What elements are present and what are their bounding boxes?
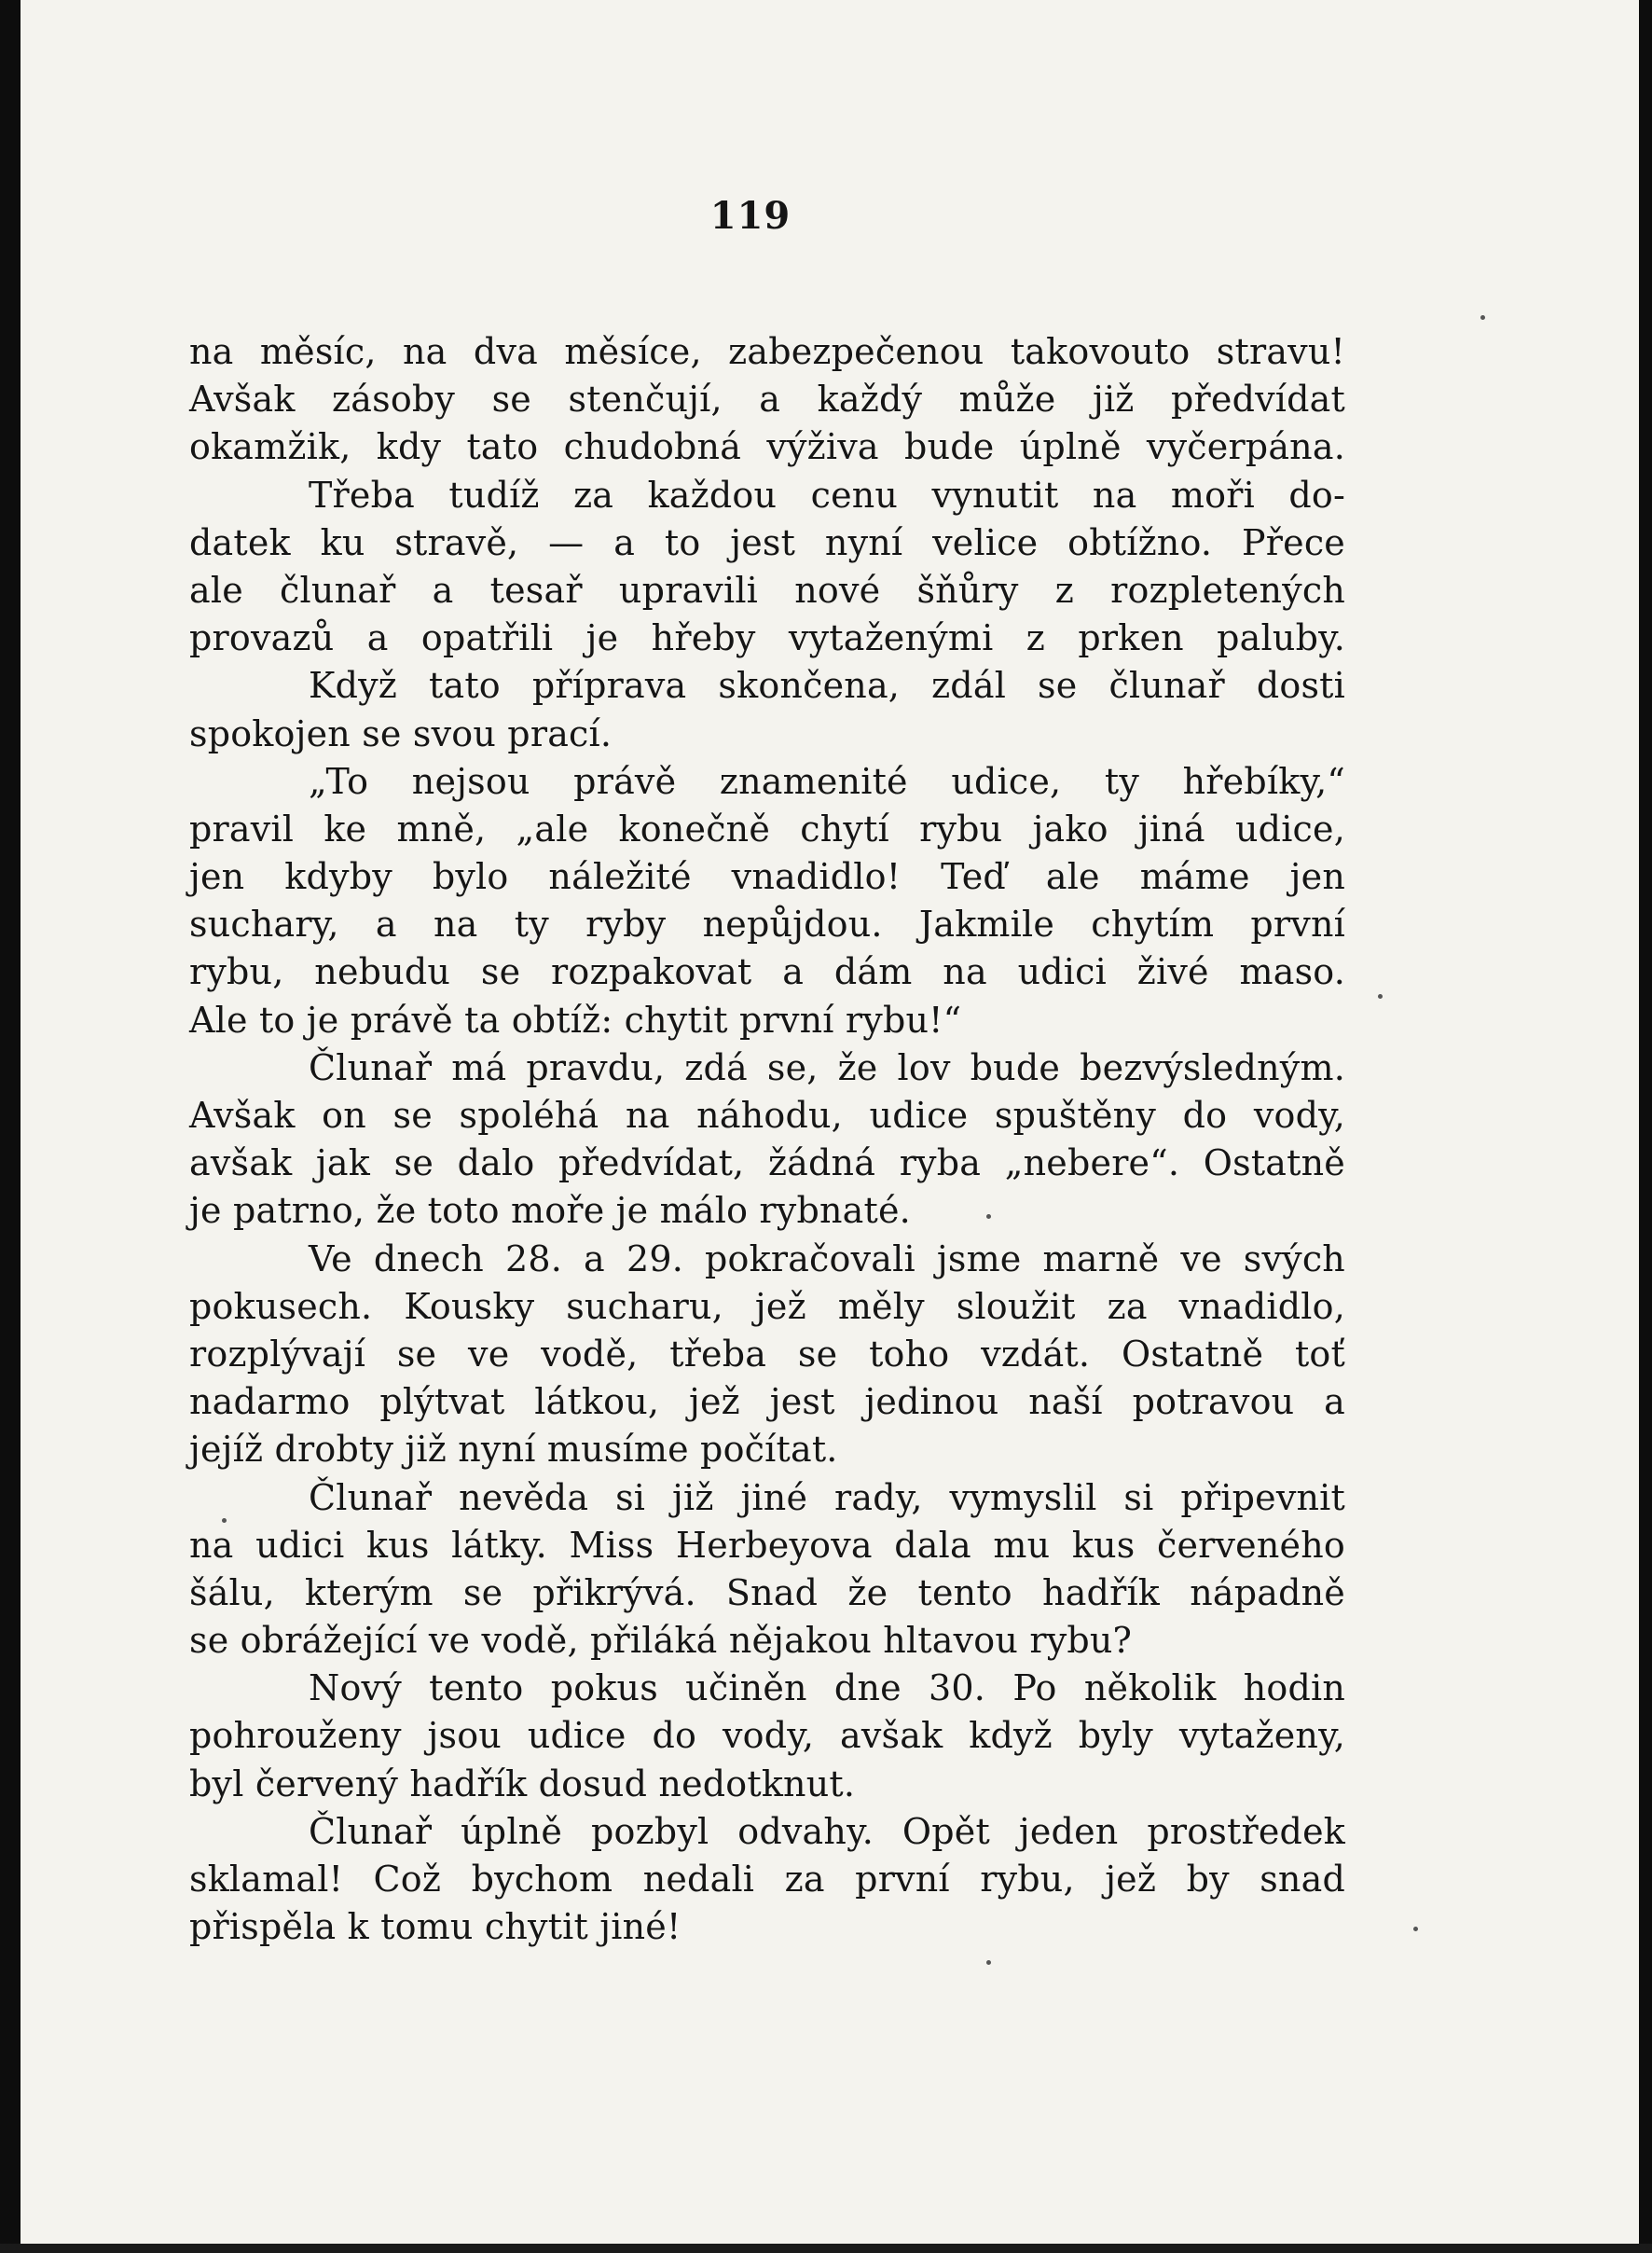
text-line: pohrouženy jsou udice do vody, avšak když byly vytaženy, — [189, 1715, 1345, 1757]
scan-edge-right — [1639, 0, 1652, 2253]
text-line: spokojen se svou prací. — [189, 712, 613, 754]
body-text — [189, 328, 1345, 1951]
text-line: se obrážející ve vodě, přiláká nějakou hltavou rybu? — [189, 1620, 1133, 1662]
text-line: Člunař úplně pozbyl odvahy. Opět jeden prostředek — [309, 1810, 1345, 1852]
text-line: Avšak on se spoléhá na náhodu, udice spuštěny do vody, — [189, 1095, 1345, 1136]
text-line: Člunař nevěda si již jiné rady, vymyslil si připevnit — [309, 1476, 1345, 1518]
text-line: rozplývají se ve vodě, třeba se toho vzdát. Ostatně toť — [189, 1333, 1345, 1375]
scan-edge-bottom — [0, 2244, 1652, 2253]
page-number: 119 — [709, 194, 792, 238]
text-line: pravil ke mně, „ale konečně chytí rybu jako jiná udice, — [189, 808, 1345, 850]
text-line: ale člunař a tesař upravili nové šňůry z rozpletených — [189, 569, 1345, 611]
text-line: Ale to je právě ta obtíž: chytit první rybu!“ — [189, 999, 962, 1041]
text-line: rybu, nebudu se rozpakovat a dám na udici živé maso. — [189, 951, 1345, 993]
text-line: šálu, kterým se přikrývá. Snad že tento hadřík nápadně — [189, 1571, 1345, 1613]
text-line: přispěla k tomu chytit jiné! — [189, 1906, 681, 1948]
text-line: Člunař má pravdu, zdá se, že lov bude bezvýsledným. — [309, 1046, 1345, 1088]
text-line: Když tato příprava skončena, zdál se člunař dosti — [309, 665, 1345, 707]
text-line: „To nejsou právě znamenité udice, ty hřebíky,“ — [309, 760, 1345, 802]
text-line: avšak jak se dalo předvídat, žádná ryba „nebere“. Ostatně — [189, 1142, 1345, 1184]
text-line: sklamal! Což bychom nedali za první rybu, jež by snad — [189, 1859, 1345, 1900]
text-line: nadarmo plýtvat látkou, jež jest jedinou naší potravou a — [189, 1381, 1345, 1423]
text-line: jejíž drobty již nyní musíme počítat. — [189, 1429, 838, 1471]
text-line: datek ku stravě, — a to jest nyní velice obtížno. Přece — [189, 521, 1345, 563]
scan-edge-left — [0, 0, 21, 2253]
paper-speck — [1480, 315, 1485, 320]
text-line: byl červený hadřík dosud nedotknut. — [189, 1762, 856, 1804]
text-line: na měsíc, na dva měsíce, zabezpečenou takovouto stravu! — [189, 331, 1345, 372]
text-line: Třeba tudíž za každou cenu vynutit na moři do- — [309, 474, 1345, 516]
text-line: Ve dnech 28. a 29. pokračovali jsme marně ve svých — [309, 1237, 1345, 1279]
text-line: je patrno, že toto moře je málo rybnaté. — [189, 1190, 911, 1232]
text-line: jen kdyby bylo náležité vnadidlo! Teď ale máme jen — [189, 856, 1345, 898]
text-line: Nový tento pokus učiněn dne 30. Po několik hodin — [309, 1667, 1345, 1709]
paper-speck — [1378, 994, 1383, 999]
text-line: pokusech. Kousky sucharu, jež měly sloužit za vnadidlo, — [189, 1285, 1345, 1327]
text-line: na udici kus látky. Miss Herbeyova dala mu kus červeného — [189, 1524, 1345, 1566]
paper-speck — [986, 1960, 991, 1965]
text-line: okamžik, kdy tato chudobná výživa bude úplně vyčerpána. — [189, 426, 1345, 468]
text-line: provazů a opatřili je hřeby vytaženými z prken paluby. — [189, 617, 1345, 659]
text-line: Avšak zásoby se stenčují, a každý může již předvídat — [189, 379, 1345, 421]
text-line: suchary, a na ty ryby nepůjdou. Jakmile chytím první — [189, 904, 1345, 946]
paper-speck — [1413, 1927, 1418, 1931]
